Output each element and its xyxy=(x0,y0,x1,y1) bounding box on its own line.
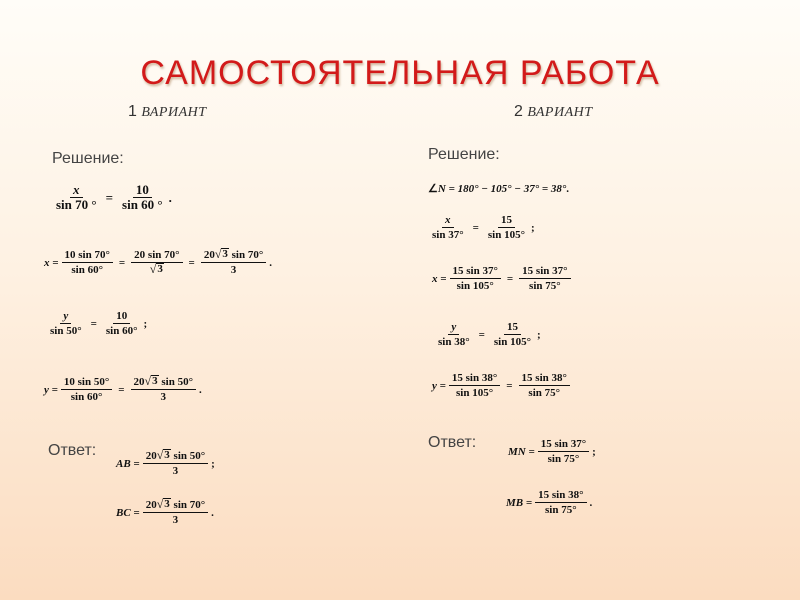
v2-equation-3: x = $\frac{15 \sin 37^\circ}{\sin 105^\circ}$ = $\frac{15 \sin 37^\circ}{\sin 75^\circ}$ xyxy=(432,264,574,293)
variant-1-heading xyxy=(128,103,207,121)
variant-1-word: ВАРИАНТ xyxy=(141,105,207,120)
v1-equation-1: $\frac{x}{\sin 70 ^\circ}$ = $\frac{10}{\sin 60 ^\circ}$ . xyxy=(56,182,172,212)
variant-2-word: ВАРИАНТ xyxy=(527,105,593,120)
solution-label-v2: Решение: xyxy=(428,146,500,163)
answer-label-v1: Ответ: xyxy=(48,442,97,459)
v1-answer-bc: BC = 20 √ 3 sin 70° 3 . xyxy=(116,497,214,526)
page-title: САМОСТОЯТЕЛЬНАЯ РАБОТА xyxy=(140,54,660,92)
v2-equation-2: $\frac{x}{\sin 37^\circ}$ = $\frac{15}{\sin 105^\circ}$ ; xyxy=(432,214,535,241)
v2-equation-5: y = $\frac{15 \sin 38^\circ}{\sin 105^\circ}$ = $\frac{15 \sin 38^\circ}{\sin 75^\circ}$ xyxy=(432,371,573,400)
v1-answer-ab: AB = 20 √ 3 sin 50° 3 ; xyxy=(116,448,215,477)
v2-equation-4: $\frac{y}{\sin 38^\circ}$ = $\frac{15}{\sin 105^\circ}$ ; xyxy=(438,321,541,348)
solution-label-v1: Решение: xyxy=(52,150,124,167)
variant-1-number: 1 xyxy=(128,103,137,120)
variant-2-number: 2 xyxy=(514,103,523,120)
variant-2-heading xyxy=(514,103,593,121)
answer-label-v2: Ответ: xyxy=(428,434,477,451)
v2-equation-angle: ∠ N = 180° − 105° − 37° = 38° . xyxy=(428,182,570,195)
v2-answer-mn: MN = $\frac{15 \sin 37^\circ}{\sin 75^\circ}$ ; xyxy=(508,438,596,465)
v2-answer-mb: MB = $\frac{15 \sin 38^\circ}{\sin 75^\circ}$ . xyxy=(506,489,593,516)
v1-equation-2: x = $\frac{10 \sin 70^\circ}{\sin 60^\circ}$ = 20 sin 70° √ 3 = 20 √ 3 sin 70° 3 . xyxy=(44,247,273,276)
v1-equation-3: $\frac{y}{\sin 50^\circ}$ = $\frac{10}{\sin 60^\circ}$ ; xyxy=(50,310,148,337)
v1-equation-4: y = $\frac{10 \sin 50^\circ}{\sin 60^\circ}$ = 20 √ 3 sin 50° 3 . xyxy=(44,374,202,403)
